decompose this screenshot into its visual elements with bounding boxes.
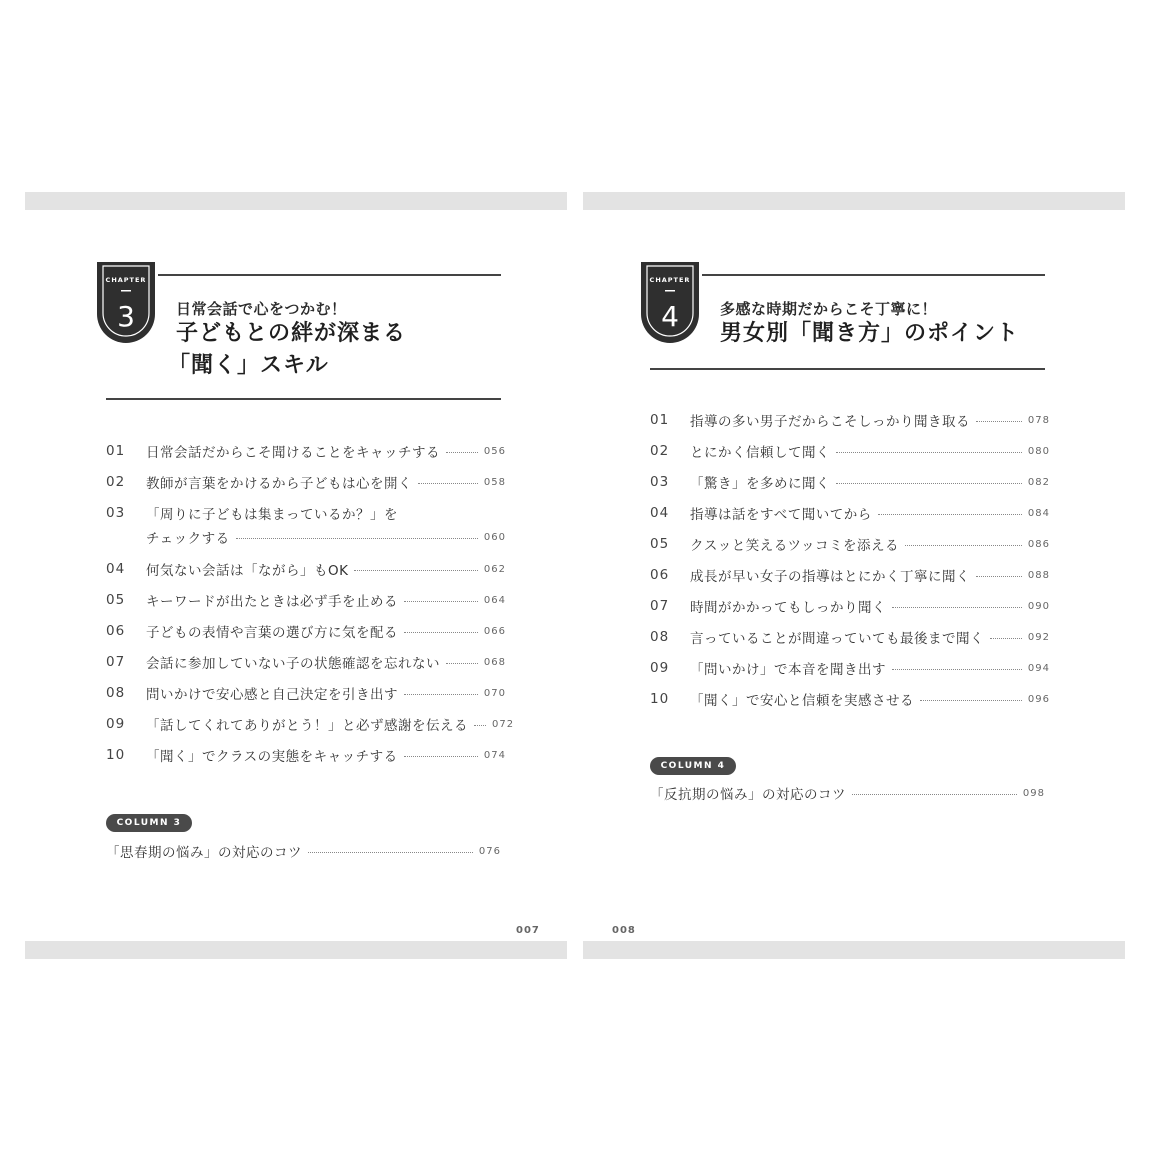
toc-num: 02 <box>106 474 126 490</box>
toc-item[interactable] <box>106 471 506 493</box>
toc-page: 090 <box>1027 600 1050 612</box>
toc-page: 066 <box>483 625 506 637</box>
toc-item[interactable] <box>106 620 506 642</box>
toc-leader <box>976 421 1022 422</box>
toc-num: 07 <box>650 598 670 614</box>
toc-leader <box>892 669 1022 670</box>
toc-page: 062 <box>483 563 506 575</box>
toc-item[interactable] <box>106 440 506 462</box>
bottom-band-left <box>25 941 567 959</box>
toc-num: 01 <box>650 412 670 428</box>
column-text: 「反抗期の悩み」の対応のコツ <box>650 787 846 803</box>
toc-text: 教師が言葉をかけるから子どもは心を開く <box>146 476 412 492</box>
toc-num: 05 <box>650 536 670 552</box>
toc-leader <box>920 700 1022 701</box>
toc-text: クスッと笑えるツッコミを添える <box>690 538 900 554</box>
toc-leader <box>236 538 478 539</box>
toc-item[interactable] <box>106 589 506 611</box>
column-badge: COLUMN 4 <box>650 757 736 775</box>
toc-page: 094 <box>1027 662 1050 674</box>
chapter-badge <box>97 262 155 348</box>
toc-text: とにかく信頼して聞く <box>690 445 830 461</box>
toc-num: 06 <box>650 567 670 583</box>
toc-text: 言っていることが間違っていても最後まで聞く <box>690 631 984 647</box>
toc-page: 086 <box>1027 538 1050 550</box>
toc-text: 「話してくれてありがとう！」と必ず感謝を伝える <box>146 718 468 734</box>
toc-num: 10 <box>106 747 126 763</box>
toc-page: 074 <box>483 749 506 761</box>
toc-text: 成長が早い女子の指導はとにかく丁寧に聞く <box>690 569 970 585</box>
toc-page: 078 <box>1027 414 1050 426</box>
toc-leader <box>905 545 1022 546</box>
toc-page: 092 <box>1027 631 1050 643</box>
chapter-bottom-rule <box>650 368 1045 370</box>
toc-leader <box>878 514 1022 515</box>
toc-item[interactable] <box>106 744 506 766</box>
toc-page: 056 <box>483 445 506 457</box>
chapter-bottom-rule <box>106 398 501 400</box>
toc-num: 04 <box>650 505 670 521</box>
toc-page: 088 <box>1027 569 1050 581</box>
toc-page: 060 <box>483 531 506 543</box>
folio-right: 008 <box>612 925 636 936</box>
toc-text: 時間がかかってもしっかり聞く <box>690 600 886 616</box>
chapter-title-line1: 男女別「聞き方」のポイント <box>720 321 1020 346</box>
toc-page: 058 <box>483 476 506 488</box>
toc-leader <box>404 601 478 602</box>
toc-page: 096 <box>1027 693 1050 705</box>
toc-num: 09 <box>106 716 126 732</box>
toc-leader <box>418 483 478 484</box>
chapter-word: CHAPTER <box>105 276 147 284</box>
toc-num: 05 <box>106 592 126 608</box>
toc-num: 08 <box>650 629 670 645</box>
top-band-right <box>583 192 1125 210</box>
toc-num: 07 <box>106 654 126 670</box>
toc-num: 08 <box>106 685 126 701</box>
toc-item[interactable] <box>650 564 1050 586</box>
toc-text: 日常会話だからこそ聞けることをキャッチする <box>146 445 440 461</box>
toc-num: 03 <box>650 474 670 490</box>
toc-text: 何気ない会話は「ながら」もOK <box>146 563 349 579</box>
column-item[interactable] <box>106 840 501 862</box>
column-page: 098 <box>1022 787 1045 799</box>
toc-leader <box>836 483 1022 484</box>
column-item[interactable] <box>650 782 1045 804</box>
chapter-title-line1: 子どもとの絆が深まる <box>176 321 407 346</box>
toc-leader <box>990 638 1022 639</box>
chapter-top-rule <box>158 274 501 276</box>
toc-text: 子どもの表情や言葉の選び方に気を配る <box>146 625 398 641</box>
toc-leader <box>852 794 1017 795</box>
toc-text: 「聞く」で安心と信頼を実感させる <box>690 693 914 709</box>
toc-text: 指導は話をすべて聞いてから <box>690 507 872 523</box>
toc-leader <box>308 852 473 853</box>
chapter-word: CHAPTER <box>649 276 691 284</box>
bottom-band-right <box>583 941 1125 959</box>
toc-page: 070 <box>483 687 506 699</box>
toc-page: 072 <box>492 718 515 730</box>
chapter-number: 4 <box>661 300 679 333</box>
toc-item[interactable] <box>650 471 1050 493</box>
toc-num: 04 <box>106 561 126 577</box>
chapter-title-line2: 「聞く」スキル <box>168 353 329 378</box>
toc-item[interactable] <box>106 713 515 735</box>
toc-num: 09 <box>650 660 670 676</box>
chapter-eyebrow: 日常会話で心をつかむ！ <box>176 300 347 318</box>
toc-leader <box>446 663 478 664</box>
toc-item[interactable] <box>650 409 1050 431</box>
toc-num: 10 <box>650 691 670 707</box>
toc-page: 084 <box>1027 507 1050 519</box>
top-band-left <box>25 192 567 210</box>
toc-num: 02 <box>650 443 670 459</box>
chapter-badge <box>641 262 699 348</box>
chapter-number: 3 <box>117 300 135 333</box>
toc-leader <box>446 452 478 453</box>
folio-left: 007 <box>516 925 540 936</box>
column-badge: COLUMN 3 <box>106 814 192 832</box>
toc-item[interactable] <box>650 440 1050 462</box>
toc-page: 068 <box>483 656 506 668</box>
right-page <box>644 262 1050 882</box>
column-text: 「思春期の悩み」の対応のコツ <box>106 845 302 861</box>
chapter-eyebrow: 多感な時期だからこそ丁寧に！ <box>720 300 938 318</box>
toc-leader <box>404 756 478 757</box>
toc-item[interactable] <box>106 502 506 524</box>
toc-item[interactable] <box>106 682 506 704</box>
toc-leader <box>354 570 477 571</box>
toc-page: 080 <box>1027 445 1050 457</box>
chapter-top-rule <box>702 274 1045 276</box>
toc-text: 「聞く」でクラスの実態をキャッチする <box>146 749 398 765</box>
toc-text: 問いかけで安心感と自己決定を引き出す <box>146 687 398 703</box>
toc-text: 「問いかけ」で本音を聞き出す <box>690 662 886 678</box>
toc-item[interactable] <box>650 657 1050 679</box>
toc-item[interactable] <box>650 533 1050 555</box>
toc-item[interactable] <box>650 595 1050 617</box>
toc-item[interactable] <box>650 626 1050 648</box>
toc-page: 082 <box>1027 476 1050 488</box>
toc-text: 会話に参加していない子の状態確認を忘れない <box>146 656 440 672</box>
left-page <box>100 262 515 882</box>
toc-item-continued[interactable] <box>106 526 506 548</box>
toc-leader <box>892 607 1022 608</box>
toc-leader <box>404 694 478 695</box>
toc-text: 指導の多い男子だからこそしっかり聞き取る <box>690 414 970 430</box>
toc-text: 「驚き」を多めに聞く <box>690 476 830 492</box>
toc-leader <box>836 452 1022 453</box>
toc-leader <box>404 632 478 633</box>
toc-text: 「周りに子どもは集まっているか？」を <box>146 507 398 523</box>
toc-leader <box>976 576 1022 577</box>
toc-text: キーワードが出たときは必ず手を止める <box>146 594 398 610</box>
toc-item[interactable] <box>650 688 1050 710</box>
toc-item[interactable] <box>650 502 1050 524</box>
toc-item[interactable] <box>106 651 506 673</box>
toc-page: 064 <box>483 594 506 606</box>
toc-text: チェックする <box>146 531 230 547</box>
toc-num: 01 <box>106 443 126 459</box>
toc-leader <box>474 725 486 726</box>
toc-num: 03 <box>106 505 126 521</box>
column-page: 076 <box>478 845 501 857</box>
toc-item[interactable] <box>106 558 506 580</box>
toc-num: 06 <box>106 623 126 639</box>
